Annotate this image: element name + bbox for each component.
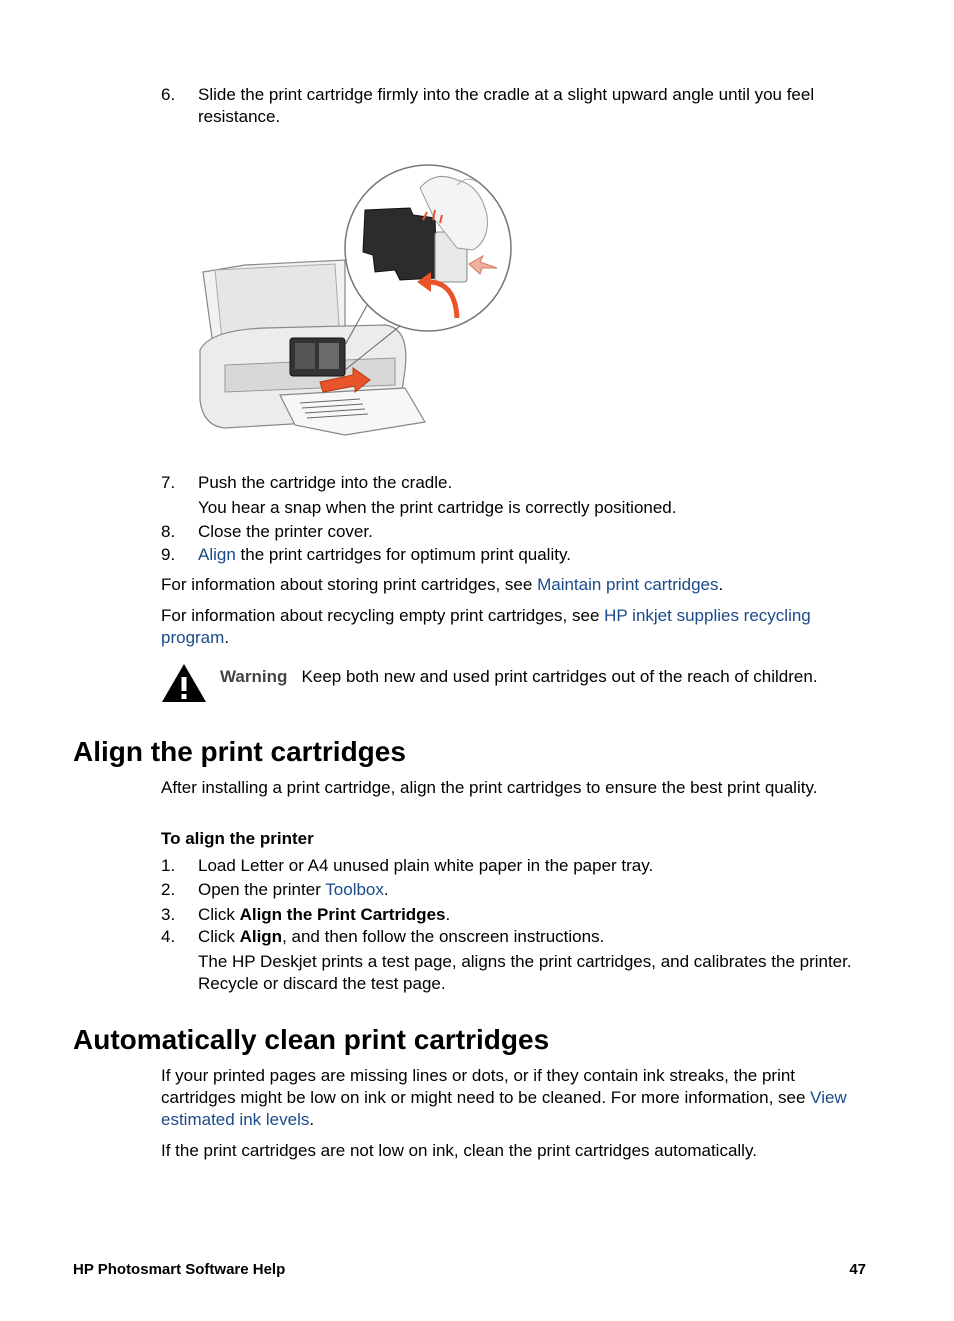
footer-title: HP Photosmart Software Help (73, 1261, 286, 1278)
recycling-program-link[interactable]: HP inkjet supplies recycling program (161, 606, 811, 647)
step-number: 4. (161, 927, 176, 946)
step-text: Click Align, and then follow the onscreen instructions. (198, 927, 605, 946)
step-text: Load Letter or A4 unused plain white paper in the paper tray. (198, 856, 654, 875)
section-heading-clean: Automatically clean print cartridges (73, 1024, 550, 1055)
step-note: You hear a snap when the print cartridge is correctly positioned. (198, 498, 677, 517)
step-text: Push the cartridge into the cradle. (198, 473, 453, 492)
info-storing: For information about storing print cartridges, see Maintain print cartridges. (161, 575, 724, 594)
step-number: 6. (161, 85, 176, 104)
step-number: 2. (161, 880, 176, 899)
warning-text: Warning Keep both new and used print cartridges out of the reach of children. (220, 667, 818, 686)
step-text: Click Align the Print Cartridges. (198, 905, 451, 924)
printer-illustration (195, 160, 515, 440)
align-intro: After installing a print cartridge, align the print cartridges to ensure the best print quality. (161, 778, 818, 797)
step-text: Slide the print cartridge firmly into the cradle at a slight upward angle until you feel resistance. (198, 85, 815, 126)
info-recycling: For information about recycling empty print cartridges, see HP inkjet supplies recycling program. (161, 606, 811, 647)
page-number: 47 (849, 1261, 866, 1278)
step-number: 9. (161, 545, 176, 564)
step-note: The HP Deskjet prints a test page, aligns the print cartridges, and calibrates the printer. Recycle or discard the test page. (198, 952, 852, 993)
toolbox-link[interactable]: Toolbox (325, 880, 384, 899)
maintain-cartridges-link[interactable]: Maintain print cartridges (537, 575, 719, 594)
warning-label: Warning (220, 667, 288, 686)
procedure-title: To align the printer (161, 829, 314, 848)
clean-paragraph-2: If the print cartridges are not low on ink, clean the print cartridges automatically. (161, 1141, 757, 1160)
step-number: 8. (161, 522, 176, 541)
clean-paragraph-1: If your printed pages are missing lines or dots, or if they contain ink streaks, the print cartridges might be low on ink or might need to be cleaned. For more information, see View estimated ink levels. (161, 1066, 847, 1129)
step-text: Align the print cartridges for optimum print quality. (198, 545, 571, 564)
step-text: Close the printer cover. (198, 522, 373, 541)
align-link[interactable]: Align (198, 545, 236, 564)
step-number: 7. (161, 473, 176, 492)
step-number: 1. (161, 856, 176, 875)
section-heading-align: Align the print cartridges (73, 736, 406, 767)
ink-levels-link[interactable]: View estimated ink levels (161, 1088, 847, 1129)
warning-icon (160, 662, 208, 704)
step-text: Open the printer Toolbox. (198, 880, 389, 899)
step-number: 3. (161, 905, 176, 924)
